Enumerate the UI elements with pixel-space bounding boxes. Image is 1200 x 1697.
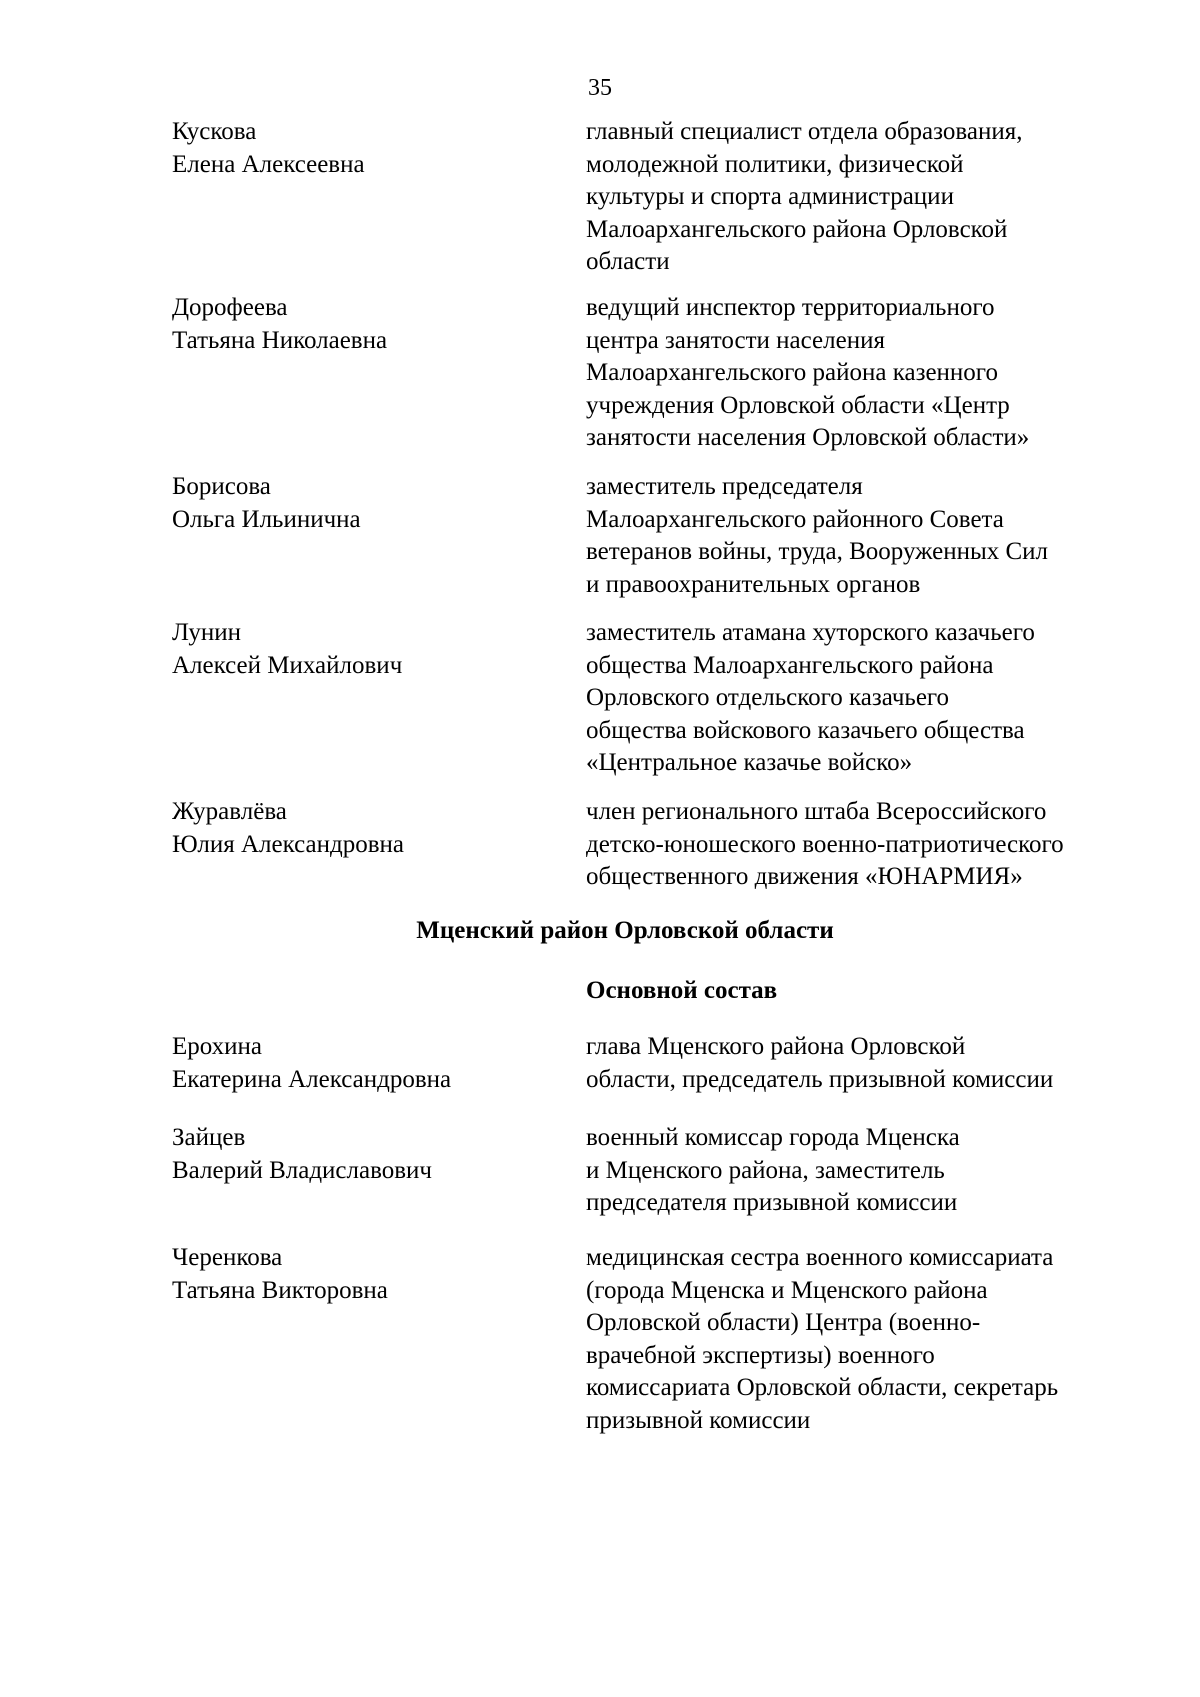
position-line: член регионального штаба Всероссийского (586, 798, 1047, 825)
section-heading: Мценский район Орловской области (416, 917, 834, 944)
member-given-names: Татьяна Николаевна (172, 326, 388, 354)
member-given-names: Екатерина Александровна (172, 1065, 452, 1093)
member-name (172, 292, 572, 357)
position-line: Орловской области) Центра (военно- (586, 1309, 981, 1336)
position-line: призывной комиссии (586, 1406, 811, 1434)
position-line: и правоохранительных органов (586, 570, 921, 598)
member-given-names: Алексей Михайлович (172, 651, 403, 679)
member-surname: Борисова (172, 473, 271, 500)
position-line: глава Мценского района Орловской (586, 1033, 966, 1060)
position-line: главный специалист отдела образования, (586, 118, 1023, 145)
position-line: ведущий инспектор территориального (586, 294, 995, 321)
member-surname: Дорофеева (172, 294, 288, 321)
position-line: и Мценского района, заместитель (586, 1156, 945, 1184)
member-given-names: Валерий Владиславович (172, 1156, 432, 1184)
position-line: «Центральное казачье войско» (586, 749, 913, 776)
position-line: Малоархангельского района Орловской (586, 215, 1008, 243)
member-given-names: Татьяна Викторовна (172, 1276, 388, 1304)
position-line: ветеранов войны, труда, Вооруженных Сил (586, 538, 1049, 565)
member-name (172, 471, 572, 536)
member-name (172, 1122, 572, 1187)
position-line: общества Малоархангельского района (586, 651, 994, 679)
member-position (586, 292, 1146, 455)
member-position (586, 471, 1146, 601)
member-position (586, 1122, 1146, 1220)
position-line: врачебной экспертизы) военного (586, 1341, 935, 1369)
position-line: Малоархангельского районного Совета (586, 505, 1004, 533)
member-surname: Черенкова (172, 1244, 283, 1271)
member-position (586, 617, 1146, 780)
position-line: общественного движения «ЮНАРМИЯ» (586, 863, 1023, 890)
subsection-heading: Основной состав (586, 977, 778, 1004)
position-line: центра занятости населения (586, 326, 885, 354)
member-surname: Зайцев (172, 1124, 246, 1151)
position-line: детско-юношеского военно-патриотического (586, 830, 1064, 858)
position-line: заместитель председателя (586, 473, 863, 500)
position-line: Малоархангельского района казенного (586, 359, 998, 386)
member-name (172, 617, 572, 682)
member-name (172, 116, 572, 181)
member-surname: Журавлёва (172, 798, 287, 825)
position-line: культуры и спорта администрации (586, 183, 954, 210)
position-line: комиссариата Орловской области, секретарь (586, 1374, 1059, 1401)
position-line: молодежной политики, физической (586, 150, 964, 178)
member-given-names: Елена Алексеевна (172, 150, 365, 178)
member-surname: Лунин (172, 619, 241, 646)
member-position (586, 1242, 1146, 1437)
position-line: военный комиссар города Мценска (586, 1124, 960, 1151)
position-line: председателя призывной комиссии (586, 1189, 958, 1216)
position-line: медицинская сестра военного комиссариата (586, 1244, 1054, 1271)
position-line: учреждения Орловской области «Центр (586, 391, 1010, 419)
position-line: общества войскового казачьего общества (586, 716, 1025, 744)
member-name (172, 1031, 572, 1096)
position-line: (города Мценска и Мценского района (586, 1276, 988, 1304)
member-surname: Кускова (172, 118, 257, 145)
member-position (586, 796, 1146, 894)
member-name (172, 796, 572, 861)
member-position (586, 116, 1146, 279)
member-given-names: Юлия Александровна (172, 830, 404, 858)
member-given-names: Ольга Ильинична (172, 505, 361, 533)
position-line: области (586, 248, 670, 275)
position-line: области, председатель призывной комиссии (586, 1065, 1054, 1093)
position-line: Орловского отдельского казачьего (586, 684, 950, 711)
position-line: заместитель атамана хуторского казачьего (586, 619, 1035, 646)
member-position (586, 1031, 1146, 1096)
member-name (172, 1242, 572, 1307)
page-number: 35 (588, 75, 612, 101)
position-line: занятости населения Орловской области» (586, 424, 1030, 451)
member-surname: Ерохина (172, 1033, 263, 1060)
